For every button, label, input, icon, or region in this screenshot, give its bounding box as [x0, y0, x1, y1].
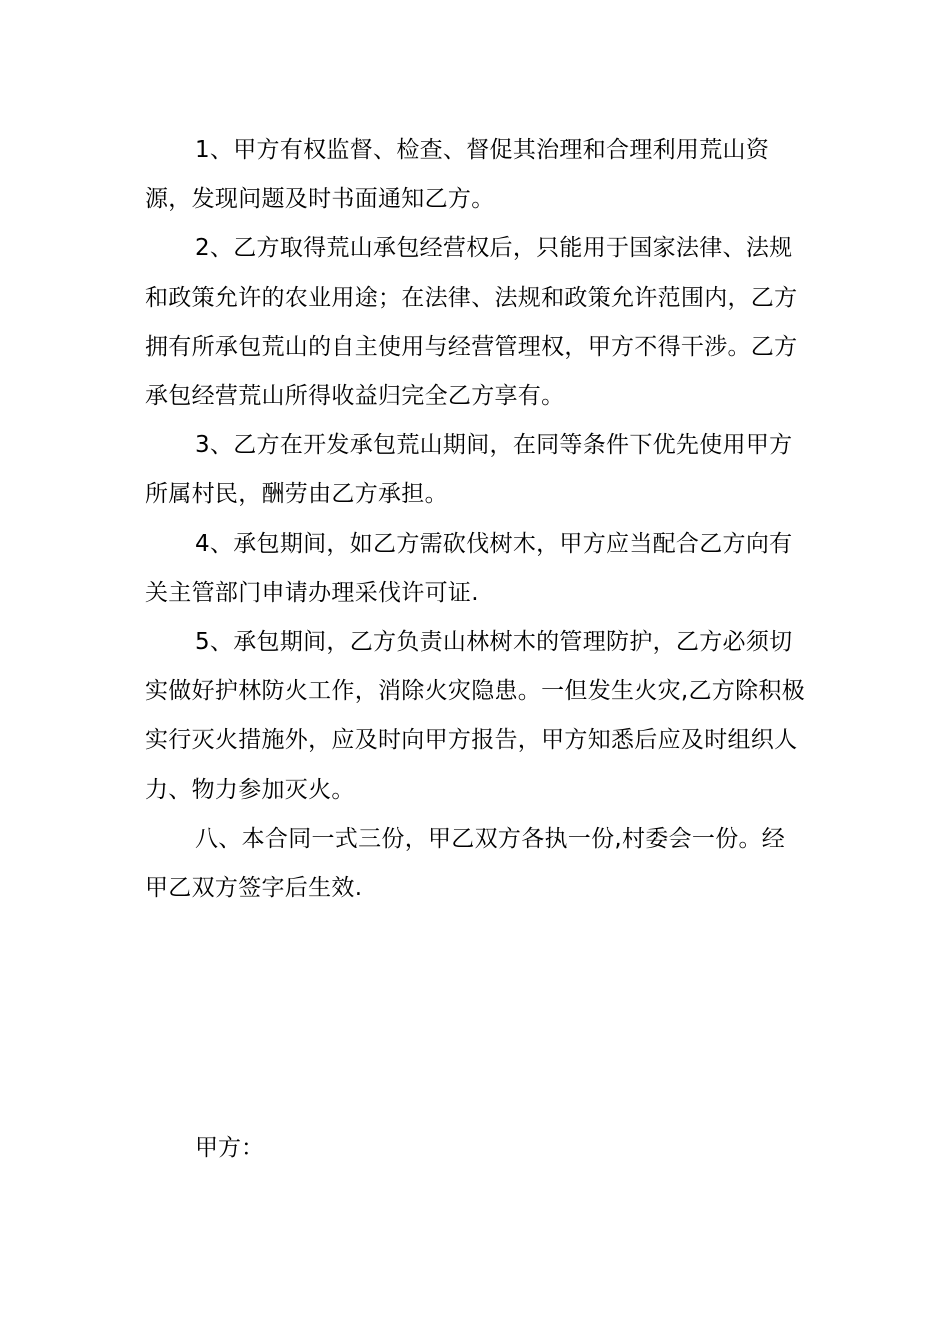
clause-eight-paragraph: 八、本合同一式三份，甲乙双方各执一份,村委会一份。经甲乙双方签字后生效.	[145, 825, 786, 902]
clause-3-paragraph: 3、乙方在开发承包荒山期间，在同等条件下优先使用甲方所属村民，酬劳由乙方承担。	[145, 432, 793, 508]
clause-1-paragraph: 1、甲方有权监督、检查、督促其治理和合理利用荒山资源，发现问题及时书面通知乙方。	[145, 137, 770, 213]
clause-5-paragraph: 5、承包期间，乙方负责山林树木的管理防护，乙方必须切实做好护林防火工作，消除火灾隐患。一但发生火灾,乙方除积极实行灭火措施外，应及时向甲方报告，甲方知悉后应及时组织人力、物力参加灭火。	[145, 629, 806, 803]
clause-2-paragraph: 2、乙方取得荒山承包经营权后，只能用于国家法律、法规和政策允许的农业用途；在法律、法规和政策允许范围内，乙方拥有所承包荒山的自主使用与经营管理权，甲方不得干涉。乙方承包经营荒山所得收益归完全乙方享有。	[145, 235, 798, 410]
party-a-signature-label: 甲方：	[195, 1135, 264, 1161]
clause-4-paragraph: 4、承包期间，如乙方需砍伐树木，甲方应当配合乙方向有关主管部门申请办理采伐许可证.	[145, 530, 793, 606]
document-body	[145, 126, 805, 913]
